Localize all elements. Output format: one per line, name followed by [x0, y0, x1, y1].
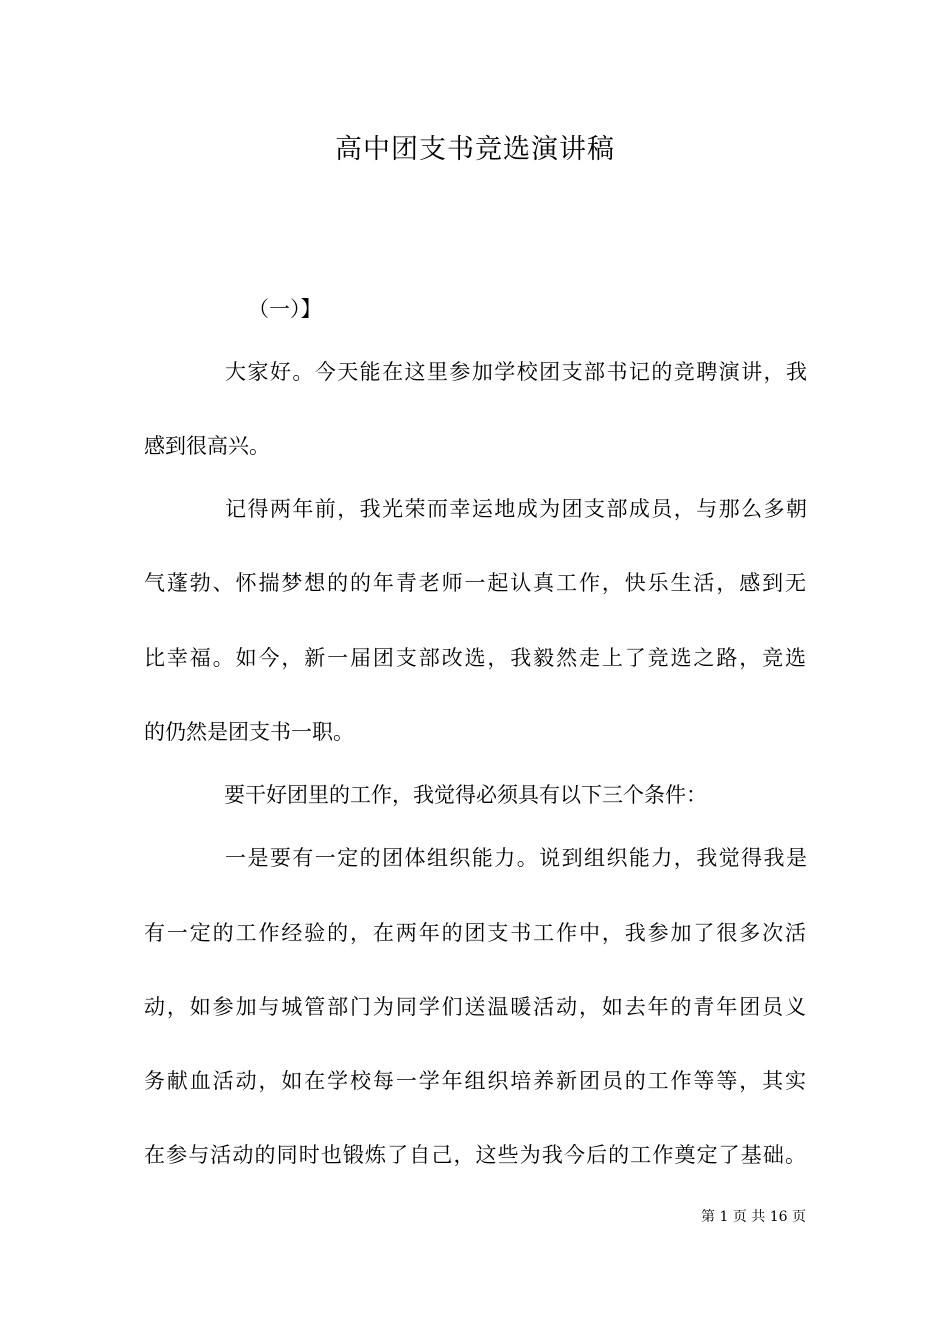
- document-title: 高中团支书竞选演讲稿: [335, 134, 615, 165]
- paragraph-line: 气蓬勃、怀揣梦想的的年青老师一起认真工作，快乐生活，感到无: [144, 571, 806, 595]
- paragraph-line: 务献血活动，如在学校每一学年组织培养新团员的工作等等，其实: [144, 1069, 806, 1093]
- page-number-footer: 第 1 页 共 16 页: [701, 1209, 806, 1225]
- paragraph-line: 感到很高兴。: [144, 434, 270, 458]
- paragraph-line: 记得两年前，我光荣而幸运地成为团支部成员，与那么多朝: [225, 497, 807, 521]
- paragraph-line: 大家好。今天能在这里参加学校团支部书记的竞聘演讲，我: [225, 360, 807, 384]
- paragraph-line: 的仍然是团支书一职。: [144, 720, 354, 744]
- paragraph-line: 一是要有一定的团体组织能力。说到组织能力，我觉得我是: [225, 846, 807, 870]
- paragraph-line: 比幸福。如今，新一届团支部改选，我毅然走上了竞选之路，竞选: [144, 646, 806, 670]
- paragraph-line: 动，如参加与城管部门为同学们送温暖活动，如去年的青年团员义: [144, 995, 806, 1019]
- paragraph-line: 要干好团里的工作，我觉得必须具有以下三个条件：: [224, 783, 707, 807]
- paragraph-line: 有一定的工作经验的，在两年的团支书工作中，我参加了很多次活: [144, 921, 806, 945]
- paragraph-line: 在参与活动的同时也锻炼了自己，这些为我今后的工作奠定了基础。: [144, 1143, 806, 1167]
- section-marker: （一）】: [248, 297, 322, 321]
